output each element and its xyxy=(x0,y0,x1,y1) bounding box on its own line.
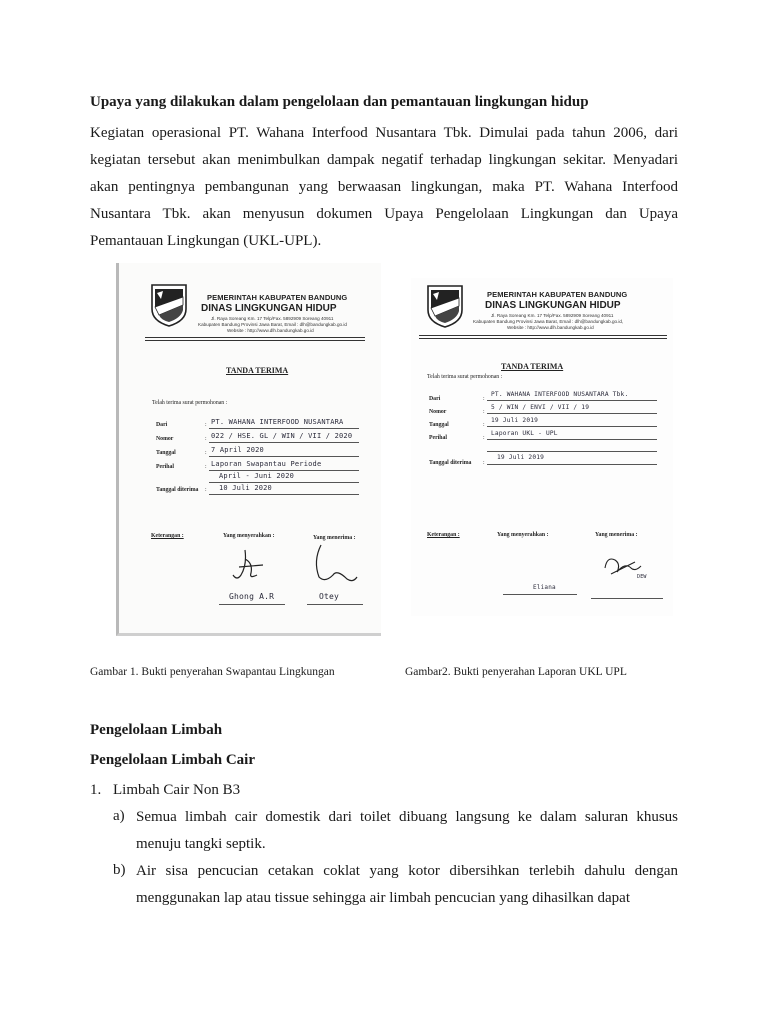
field-value-perihal: Laporan UKL - UPL xyxy=(491,430,558,437)
figure-caption-2: Gambar2. Bukti penyerahan Laporan UKL UPL xyxy=(405,666,627,678)
keterangan-label: Keterangan : xyxy=(151,533,184,539)
yang-menerima-label: Yang menerima : xyxy=(595,532,638,538)
list-number: 1. xyxy=(90,782,102,798)
field-label-perihal: Perihal xyxy=(429,435,448,441)
field-label-diterima: Tanggal diterima xyxy=(156,487,199,493)
letterhead-rule xyxy=(419,338,667,339)
receipt-intro: Telah terima surat permohonan : xyxy=(427,374,503,380)
signature-receiver xyxy=(307,541,367,591)
receipt-scan-ukl-upl: PEMERINTAH KABUPATEN BANDUNG DINAS LINGKUNGAN HIDUP Jl. Raya Soreang Km. 17 Telp/Fax. 5892909 Soreang 40911 Kabupaten Bandung Provinsi Jawa Barat, Email : dlh@bandungkab.go.id, Website : http://www.dlh.bandungkab.go.id TANDA TERIMA Telah terima surat permohonan : Dari Nomor Tanggal Perihal Tanggal diterima : : : : : PT. WAHANA INTERFOOD NUSANTARA Tbk. 5 / WIN / ENVI / VII / 19 19 Juli 2019 Laporan UKL - UPL 19 Juli 2019 Keterangan : Yang menyerahkan : Yang menerima : Eliana DEW xyxy=(411,278,673,616)
receipt-title: TANDA TERIMA xyxy=(226,366,289,375)
keterangan-label: Keterangan : xyxy=(427,532,460,538)
heading-limbah-cair: Pengelolaan Limbah Cair xyxy=(90,752,256,768)
figure-caption-1: Gambar 1. Bukti penyerahan Swapantau Lingkungan xyxy=(90,666,335,678)
address-line: Jl. Raya Soreang Km. 17 Telp/Fax. 5892909 Soreang 40911 xyxy=(491,313,614,318)
intro-paragraph: Kegiatan operasional PT. Wahana Interfood Nusantara Tbk. Dimulai pada tahun 2006, dari kegiatan tersebut akan menimbulkan dampak negatif terhadap lingkungan sekitar. Menyadari akan pentingnya pembangunan yang berwaasan lingkungan, maka PT. Wahana Interfood Nusantara Tbk. akan menyusun dokumen Upaya Pengelolaan Lingkungan dan Upaya Pemantauan Lingkungan (UKL-UPL). xyxy=(90,125,678,249)
list-item-label: Limbah Cair Non B3 xyxy=(113,782,241,798)
agency-name: DINAS LINGKUNGAN HIDUP xyxy=(485,300,621,311)
letterhead-rule xyxy=(419,335,667,336)
address-line: Jl. Raya Soreang Km. 17 Telp/Fax. 5892909 Soreang 40911 xyxy=(211,316,334,321)
sublist-item-text: Semua limbah cair domestik dari toilet dibuang langsung ke dalam saluran khusus menuju tangki septik. xyxy=(136,809,678,852)
yang-menyerahkan-label: Yang menyerahkan : xyxy=(223,533,275,539)
field-value-diterima: 10 Juli 2020 xyxy=(219,484,272,492)
field-label-nomor: Nomor xyxy=(156,436,174,442)
heading-pengelolaan-limbah: Pengelolaan Limbah xyxy=(90,722,223,738)
signature-handover xyxy=(223,545,283,595)
gov-name: PEMERINTAH KABUPATEN BANDUNG xyxy=(487,290,628,299)
agency-name: DINAS LINGKUNGAN HIDUP xyxy=(201,303,337,314)
address-line: Website : http://www.dlh.bandungkab.go.id xyxy=(227,328,314,333)
letterhead-rule xyxy=(145,340,365,341)
field-value-dari: PT. WAHANA INTERFOOD NUSANTARA Tbk. xyxy=(491,391,629,398)
bandung-emblem-icon xyxy=(149,283,189,327)
signer-name-2: DEW xyxy=(637,574,647,580)
letterhead-rule xyxy=(145,337,365,338)
sublist-marker: b) xyxy=(113,862,126,878)
field-value-nomor: 022 / HSE. GL / WIN / VII / 2020 xyxy=(211,432,353,440)
field-value-perihal: Laporan Swapantau Periode xyxy=(211,460,322,468)
field-label-diterima: Tanggal diterima xyxy=(429,460,472,466)
yang-menerima-label: Yang menerima : xyxy=(313,535,356,541)
yang-menyerahkan-label: Yang menyerahkan : xyxy=(497,532,549,538)
receipt-intro: Telah terima surat permohonan : xyxy=(152,400,228,406)
receipt-title: TANDA TERIMA xyxy=(501,362,564,371)
field-label-nomor: Nomor xyxy=(429,409,447,415)
field-label-tanggal: Tanggal xyxy=(429,422,449,428)
bandung-emblem-icon xyxy=(425,284,465,328)
field-value-nomor: 5 / WIN / ENVI / VII / 19 xyxy=(491,404,590,411)
field-label-perihal: Perihal xyxy=(156,464,175,470)
field-value-dari: PT. WAHANA INTERFOOD NUSANTARA xyxy=(211,418,344,426)
signer-name-2: Otey xyxy=(319,592,340,601)
signer-name-1: Ghong A.R xyxy=(229,592,275,601)
address-line: Kabupaten Bandung Provinsi Jawa Barat, Email : dlh@bandungkab.go.id xyxy=(198,322,347,327)
field-label-tanggal: Tanggal xyxy=(156,450,176,456)
sublist-item-text: Air sisa pencucian cetakan coklat yang kotor dibersihkan terlebih dahulu dengan menggunakan lap atau tissue sehingga air limbah pencucian yang dihasilkan dapat xyxy=(136,863,678,906)
field-label-dari: Dari xyxy=(156,422,168,428)
address-line: Kabupaten Bandung Provinsi Jawa Barat, Email : dlh@bandungkab.go.id, xyxy=(473,319,624,324)
field-value-tanggal: 19 Juli 2019 xyxy=(491,417,539,424)
field-value-diterima: 19 Juli 2019 xyxy=(497,454,545,461)
address-line: Website : http://www.dlh.bandungkab.go.id xyxy=(507,325,594,330)
sublist-marker: a) xyxy=(113,808,125,824)
field-value-tanggal: 7 April 2020 xyxy=(211,446,264,454)
field-value-perihal-2: April - Juni 2020 xyxy=(219,472,295,480)
section-heading: Upaya yang dilakukan dalam pengelolaan dan pemantauan lingkungan hidup xyxy=(90,94,589,110)
receipt-scan-swapantau: PEMERINTAH KABUPATEN BANDUNG DINAS LINGKUNGAN HIDUP Jl. Raya Soreang Km. 17 Telp/Fax. 5892909 Soreang 40911 Kabupaten Bandung Provinsi Jawa Barat, Email : dlh@bandungkab.go.id Website : http://www.dlh.bandungkab.go.id TANDA TERIMA Telah terima surat permohonan : Dari Nomor Tanggal Perihal Tanggal diterima : : : : : PT. WAHANA INTERFOOD NUSANTARA 022 / HSE. GL / WIN / VII / 2020 7 April 2020 Laporan Swapantau Periode April - Juni 2020 10 Juli 2020 Keterangan : Yang menyerahkan : Yang menerima : Ghong A.R Otey xyxy=(116,263,381,636)
signer-name-1: Eliana xyxy=(533,584,556,591)
gov-name: PEMERINTAH KABUPATEN BANDUNG xyxy=(207,293,348,302)
field-label-dari: Dari xyxy=(429,396,441,402)
